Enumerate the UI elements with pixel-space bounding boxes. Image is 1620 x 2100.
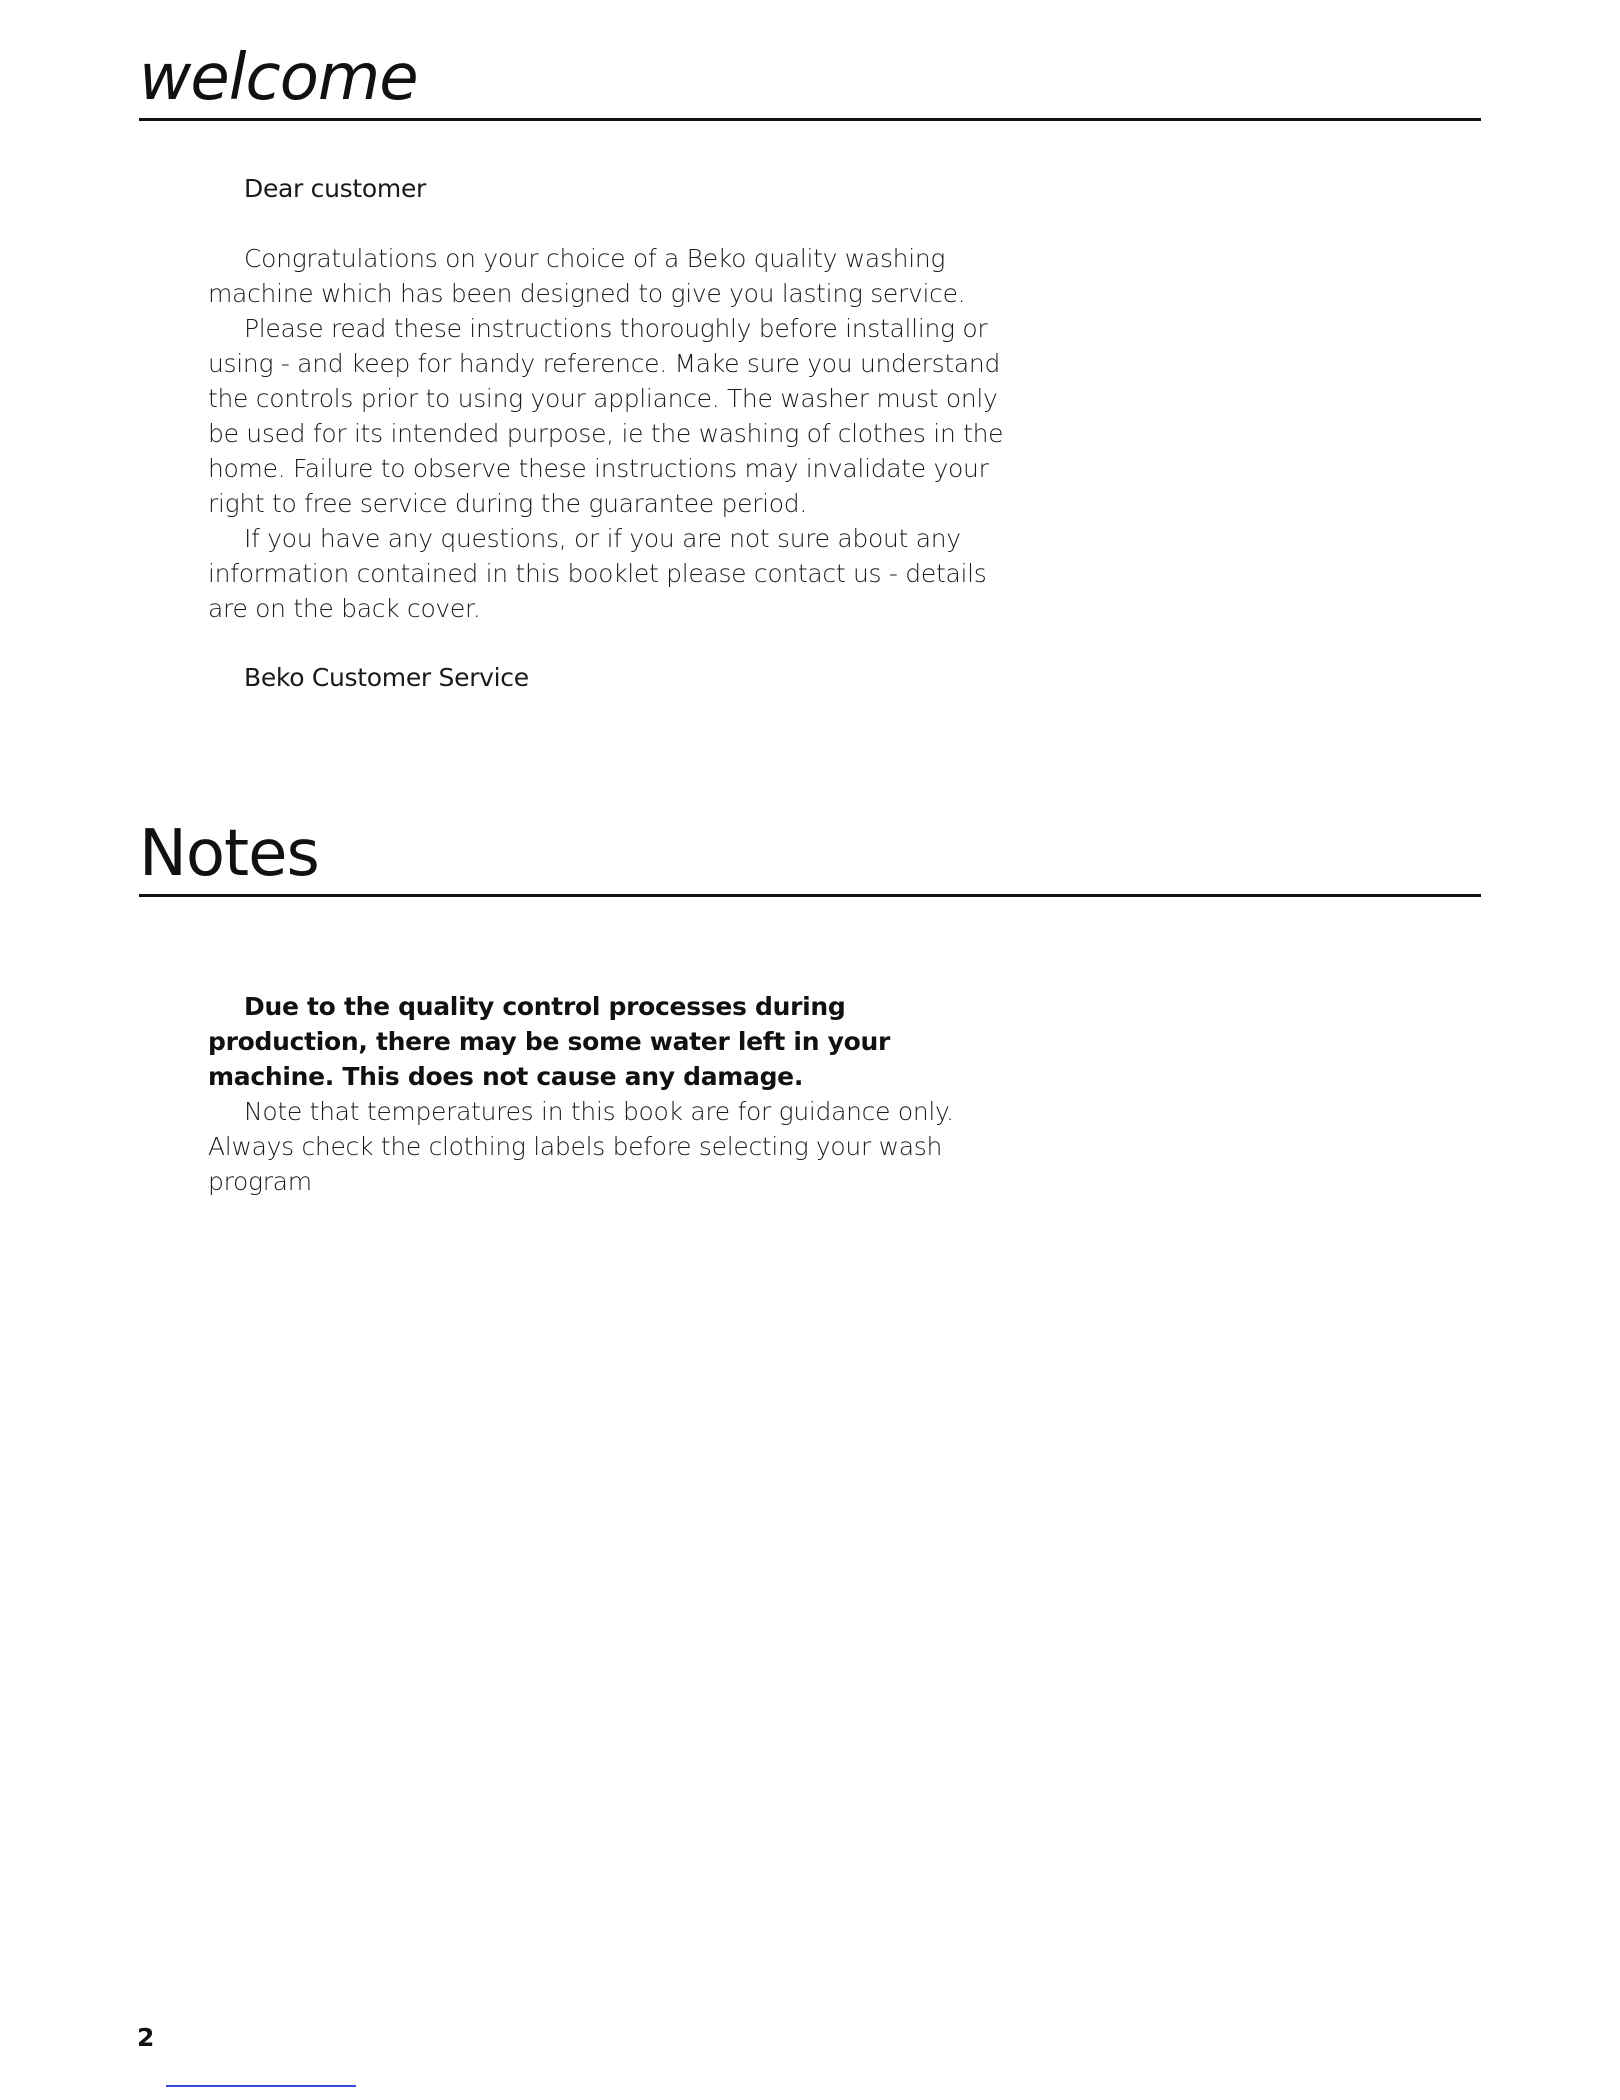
welcome-paragraph: Congratulations on your choice of a Beko quality washing machine which has been designed to give you lasting service. [208, 244, 966, 308]
welcome-paragraph: Please read these instructions thoroughly before installing or using - and keep for handy reference. Make sure you understand the controls prior to using your appliance. The washer must only be used for its intended purpose, ie the washing of clothes in the home. Failure to observe these instructions may invalidate your right to free service during the guarantee period. [208, 314, 1004, 518]
welcome-body [208, 241, 1008, 626]
salutation: Dear customer [244, 174, 427, 203]
welcome-paragraph: If you have any questions, or if you are not sure about any information contained in this booklet please contact us - details are on the back cover. [208, 524, 987, 623]
temperature-note: Note that temperatures in this book are for guidance only. Always check the clothing labels before selecting your wash program [208, 1097, 954, 1196]
bold-note: Due to the quality control processes during production, there may be some water left in your machine. This does not cause any damage. [208, 992, 890, 1091]
welcome-heading: welcome [139, 46, 1481, 121]
notes-body [208, 989, 1008, 1199]
link-underline [166, 2085, 356, 2087]
notes-heading: Notes [139, 822, 1481, 897]
page-number: 2 [137, 2023, 155, 2052]
signoff: Beko Customer Service [244, 663, 529, 692]
